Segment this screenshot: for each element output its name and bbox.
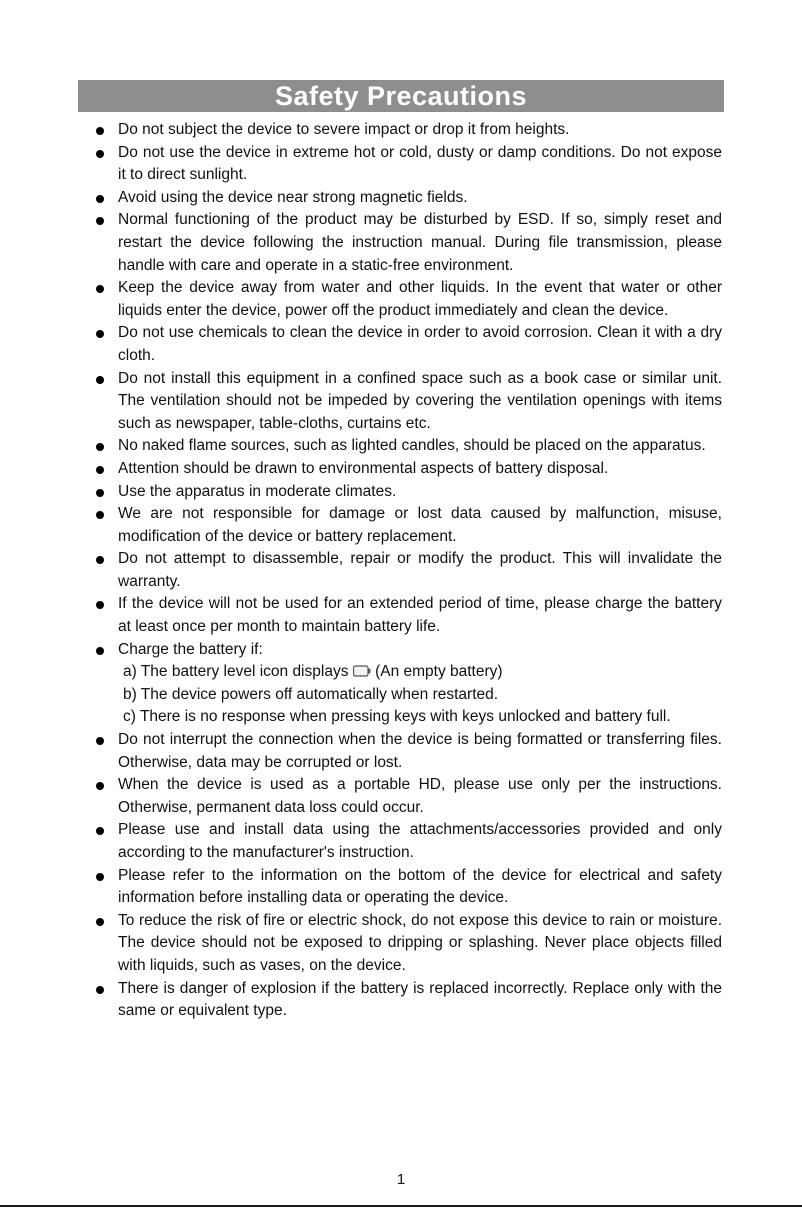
- bullet-dot-icon: [96, 150, 104, 158]
- bullet-text: Please refer to the information on the bottom of the device for electrical and safety information before installing data or operating the device.: [118, 866, 722, 907]
- bullet-text: Avoid using the device near strong magnetic fields.: [118, 188, 468, 206]
- bullet-text: Do not use the device in extreme hot or cold, dusty or damp conditions. Do not expose it to direct sunlight.: [118, 143, 722, 184]
- safety-bullet: [78, 458, 724, 481]
- bullet-dot-icon: [96, 127, 104, 135]
- safety-bullet: [78, 368, 724, 436]
- safety-precautions-list: [78, 119, 724, 1023]
- bullet-dot-icon: [96, 511, 104, 519]
- safety-bullet: [78, 639, 724, 729]
- bullet-dot-icon: [96, 782, 104, 790]
- safety-bullet: [78, 729, 724, 774]
- empty-battery-icon: [353, 661, 371, 684]
- bullet-text: Normal functioning of the product may be disturbed by ESD. If so, simply reset and restart the device following the instruction manual. During file transmission, please handle with care and operate in a static-free environment.: [118, 211, 722, 274]
- bullet-text: There is danger of explosion if the battery is replaced incorrectly. Replace only with the same or equivalent type.: [118, 979, 722, 1020]
- bullet-text: When the device is used as a portable HD, please use only per the instructions. Otherwise, permanent data loss could occur.: [118, 776, 722, 816]
- bullet-dot-icon: [96, 601, 104, 609]
- bullet-text: Use the apparatus in moderate climates.: [118, 482, 397, 500]
- bullet-dot-icon: [96, 986, 104, 994]
- safety-bullet: [78, 481, 724, 504]
- bullet-text: Attention should be drawn to environmental aspects of battery disposal.: [118, 459, 609, 477]
- bullet-dot-icon: [96, 217, 104, 225]
- charge-condition-item: c) There is no response when pressing keys with keys unlocked and battery full.: [123, 708, 671, 726]
- safety-bullet: [78, 119, 724, 142]
- bullet-text: Do not subject the device to severe impact or drop it from heights.: [118, 121, 570, 138]
- bullet-text: Keep the device away from water and other liquids. In the event that water or other liquids enter the device, power off the product immediately and clean the device.: [118, 279, 722, 319]
- page-footer: [0, 1171, 802, 1188]
- safety-bullet: [78, 142, 724, 187]
- manual-page: [0, 80, 802, 1188]
- safety-bullet: [78, 819, 724, 864]
- safety-bullet: [78, 548, 724, 593]
- bullet-dot-icon: [96, 376, 104, 384]
- bullet-dot-icon: [96, 195, 104, 203]
- safety-bullet: [78, 865, 724, 910]
- safety-bullet: [78, 910, 724, 978]
- bullet-text: Please use and install data using the attachments/accessories provided and only according to the manufacturer's instruction.: [118, 821, 722, 861]
- bottom-divider: [0, 1205, 802, 1207]
- bullet-dot-icon: [96, 330, 104, 338]
- bullet-text: Charge the battery if: a) The battery level icon displays (An empty battery) b) The device powers off automatically when restarted. c) There is no response when pressing keys with keys unlocked and battery full.: [118, 639, 722, 729]
- bullet-dot-icon: [96, 827, 104, 835]
- bullet-text: Do not interrupt the connection when the device is being formatted or transferring files. Otherwise, data may be corrupted or lost.: [118, 731, 722, 771]
- bullet-dot-icon: [96, 737, 104, 745]
- safety-bullet: [78, 978, 724, 1023]
- safety-bullet: [78, 209, 724, 277]
- bullet-text: We are not responsible for damage or lost data caused by malfunction, misuse, modification of the device or battery replacement.: [118, 505, 722, 545]
- bullet-dot-icon: [96, 647, 104, 655]
- page-number: 1: [396, 1171, 406, 1188]
- bullet-dot-icon: [96, 285, 104, 293]
- bullet-dot-icon: [96, 489, 104, 497]
- charge-condition-item: b) The device powers off automatically when restarted.: [123, 685, 499, 703]
- bullet-dot-icon: [96, 918, 104, 926]
- bullet-dot-icon: [96, 443, 104, 451]
- bullet-text: Do not attempt to disassemble, repair or modify the product. This will invalidate the warranty.: [118, 550, 722, 590]
- bullet-text: Do not use chemicals to clean the device in order to avoid corrosion. Clean it with a dry cloth.: [118, 324, 722, 364]
- bullet-text: No naked flame sources, such as lighted candles, should be placed on the apparatus.: [118, 437, 706, 455]
- safety-bullet: [78, 322, 724, 367]
- charge-condition-item: a) The battery level icon displays (An empty battery): [118, 661, 722, 684]
- bullet-dot-icon: [96, 556, 104, 564]
- page-title: Safety Precautions: [274, 80, 528, 111]
- safety-bullet: [78, 277, 724, 322]
- bullet-dot-icon: [96, 466, 104, 474]
- safety-bullet: [78, 435, 724, 458]
- bullet-text: To reduce the risk of fire or electric shock, do not expose this device to rain or moisture. The device should not be exposed to dripping or splashing. Never place objects filled with liquids, such as vases, on the device.: [118, 911, 722, 974]
- bullet-text: If the device will not be used for an extended period of time, please charge the battery at least once per month to maintain battery life.: [118, 595, 722, 636]
- bullet-text: Do not install this equipment in a confined space such as a book case or similar unit. The ventilation should not be impeded by covering the ventilation openings with items such as newspaper, table-cloths, curtains etc.: [118, 369, 722, 432]
- safety-bullet: [78, 187, 724, 210]
- safety-bullet: [78, 503, 724, 548]
- page-title-bar: [78, 80, 724, 112]
- safety-bullet: [78, 593, 724, 638]
- safety-bullet: [78, 774, 724, 819]
- bullet-dot-icon: [96, 873, 104, 881]
